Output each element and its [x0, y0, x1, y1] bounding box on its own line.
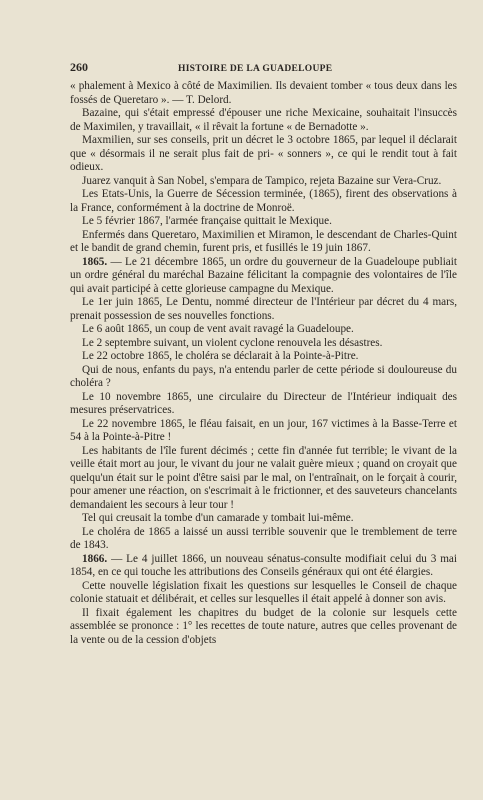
body-text — [70, 80, 457, 647]
paragraph-text: Les habitants de l'île furent décimés ; cette fin d'année fut terrible; le vivant de la veille était mort au jour, le vivant du jour ne valait guère mieux ; quand on croyait que quelqu'un était sur le point d'être saisi par le mal, on l'entraînait, on le forçait à courir, pour amener une réaction, on s'escrimait à le frictionner, et des sauveteurs chancelants demandaient les secours à leur tour ! — [70, 444, 457, 511]
paragraph — [70, 188, 457, 215]
paragraph-text: Le 22 novembre 1865, le fléau faisait, en un jour, 167 victimes à la Basse-Terre et 54 à la Pointe-à-Pitre ! — [70, 417, 457, 443]
page-header — [70, 60, 457, 80]
paragraph — [70, 553, 457, 580]
paragraph — [70, 350, 457, 364]
paragraph — [70, 445, 457, 513]
paragraph — [70, 256, 457, 297]
paragraph — [70, 107, 457, 134]
paragraph-text: Le 2 septembre suivant, un violent cyclone renouvela les désastres. — [82, 336, 383, 349]
year-heading: 1865. — [82, 255, 108, 268]
paragraph-text: Le 10 novembre 1865, une circulaire du Directeur de l'Intérieur indiquait des mesures préservatrices. — [70, 390, 457, 416]
paragraph-text: Le choléra de 1865 a laissé un aussi terrible souvenir que le tremblement de terre de 1843. — [70, 525, 457, 551]
paragraph-text: Le 6 août 1865, un coup de vent avait ravagé la Guadeloupe. — [82, 323, 354, 335]
paragraph — [70, 323, 457, 337]
year-heading: 1866. — [82, 552, 108, 565]
paragraph — [70, 580, 457, 607]
paragraph — [70, 364, 457, 391]
page-number: 260 — [70, 60, 88, 74]
paragraph-text: Cette nouvelle législation fixait les questions sur lesquelles le Conseil de chaque colonie statuait et délibérait, et celles sur lesquelles il était appelé à donner son avis. — [70, 579, 457, 605]
paragraph-text: Juarez vanquit à San Nobel, s'empara de Tampico, rejeta Bazaine sur Vera-Cruz. — [82, 174, 442, 187]
paragraph-text: Bazaine, qui s'était empressé d'épouser une riche Mexicaine, souhaitait l'insuccès de Maximilen, y travaillait, « il rêvait la fortune « de Bernadotte ». — [70, 107, 457, 133]
paragraph — [70, 296, 457, 323]
paragraph — [70, 134, 457, 175]
paragraph-text: « phalement à Mexico à côté de Maximilien. Ils devaient tomber « tous deux dans les fossés de Queretaro ». — T. Delord. — [70, 80, 457, 106]
paragraph — [70, 512, 457, 526]
paragraph-text: Il fixait également les chapitres du budget de la colonie sur lesquels cette assemblée se prononce : 1° les recettes de toute nature, autres que celles provenant de la vente ou de la cession d'objets — [70, 606, 457, 646]
paragraph — [70, 526, 457, 553]
paragraph-text: Enfermés dans Queretaro, Maximilien et Miramon, le descendant de Charles-Quint et le bandit de grand chemin, furent pris, et fusillés le 19 juin 1867. — [70, 228, 457, 254]
paragraph-text: Tel qui creusait la tombe d'un camarade y tombait lui-même. — [82, 512, 354, 524]
paragraph-text: — Le 4 juillet 1866, un nouveau sénatus-consulte modifiait celui du 3 mai 1854, en ce qui touche les attributions des Conseils généraux qui ont été élargies. — [70, 552, 457, 578]
paragraph — [70, 391, 457, 418]
paragraph — [70, 175, 457, 189]
paragraph-text: Le 22 octobre 1865, le choléra se déclarait à la Pointe-à-Pitre. — [82, 350, 359, 362]
paragraph — [70, 80, 457, 107]
paragraph-text: Qui de nous, enfants du pays, n'a entendu parler de cette période si douloureuse du choléra ? — [70, 363, 457, 389]
paragraph-text: — Le 21 décembre 1865, un ordre du gouverneur de la Guadeloupe publiait un ordre général du maréchal Bazaine félicitant la compagnie des volontaires de l'île qui avait participé à cette glorieuse campagne du Mexique. — [70, 255, 457, 295]
paragraph — [70, 229, 457, 256]
paragraph — [70, 215, 457, 229]
paragraph — [70, 337, 457, 351]
paragraph-text: Le 5 février 1867, l'armée française quittait le Mexique. — [82, 215, 332, 227]
paragraph-text: Maxmilien, sur ses conseils, prit un décret le 3 octobre 1865, par lequel il déclarait que « désormais il ne serait plus fait de pri- « sonners », ce qui le rendit tout à fait odieux. — [70, 134, 457, 173]
paragraph-text: Les Etats-Unis, la Guerre de Sécession terminée, (1865), firent des observations à la France, conformément à la doctrine de Monroë. — [70, 188, 457, 214]
paragraph — [70, 418, 457, 445]
paragraph-text: Le 1er juin 1865, Le Dentu, nommé directeur de l'Intérieur par décret du 4 mars, prenait possession de ses nouvelles fonctions. — [70, 296, 457, 322]
paragraph — [70, 607, 457, 648]
running-title: HISTOIRE DE LA GUADELOUPE — [178, 64, 333, 74]
